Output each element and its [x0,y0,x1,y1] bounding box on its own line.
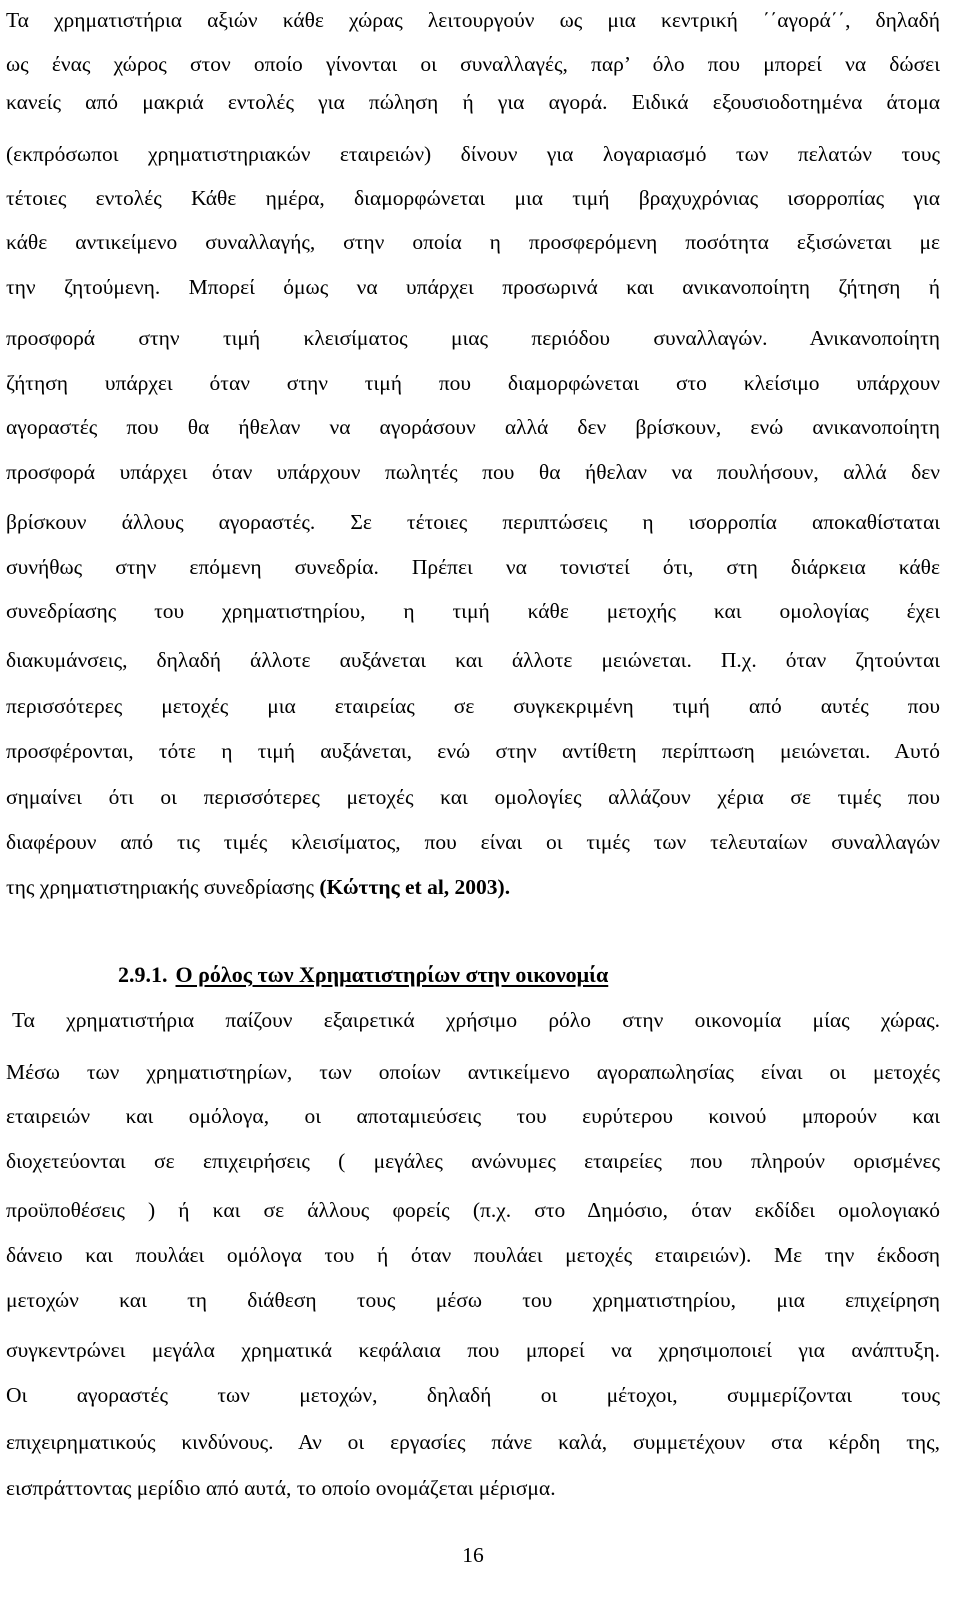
paragraph-line: Μέσω των χρηματιστηρίων, των οποίων αντικείμενο αγοραπωλησίας είναι οι μετοχές [6,1060,940,1084]
paragraph-line: αγοραστές που θα ήθελαν να αγοράσουν αλλά δεν βρίσκουν, ενώ ανικανοποίητη [6,415,940,439]
paragraph-line: (εκπρόσωποι χρηματιστηριακών εταιρειών) δίνουν για λογαριασμό των πελατών τους [6,142,940,166]
paragraph-line: σημαίνει ότι οι περισσότερες μετοχές και ομολογίες αλλάζουν χέρια σε τιμές που [6,785,940,809]
paragraph-line: Τα χρηματιστήρια παίζουν εξαιρετικά χρήσιμο ρόλο στην οικονομία μίας χώρας. [12,1008,940,1032]
paragraph-line: συνήθως στην επόμενη συνεδρία. Πρέπει να τονιστεί ότι, στη διάρκεια κάθε [6,555,940,579]
paragraph-line: κανείς από μακριά εντολές για πώληση ή για αγορά. Ειδικά εξουσιοδοτημένα άτομα [6,90,940,114]
paragraph-line: συνεδρίασης του χρηματιστηρίου, η τιμή κάθε μετοχής και ομολογίας έχει [6,599,940,623]
paragraph-line: Τα χρηματιστήρια αξιών κάθε χώρας λειτουργούν ως μια κεντρική ΄΄αγορά΄΄, δηλαδή [6,8,940,32]
section-title: Ο ρόλος των Χρηματιστηρίων στην οικονομία [175,962,609,987]
section-number: 2.9.1. [118,962,168,987]
paragraph-line: συγκεντρώνει μεγάλα χρηματικά κεφάλαια που μπορεί να χρησιμοποιεί για ανάπτυξη. [6,1338,940,1362]
paragraph-line: ζήτηση υπάρχει όταν στην τιμή που διαμορφώνεται στο κλείσιμο υπάρχουν [6,371,940,395]
paragraph-line: διακυμάνσεις, δηλαδή άλλοτε αυξάνεται και άλλοτε μειώνεται. Π.χ. όταν ζητούνται [6,648,940,672]
paragraph-line: βρίσκουν άλλους αγοραστές. Σε τέτοιες περιπτώσεις η ισορροπία αποκαθίσταται [6,510,940,534]
paragraph-line: επιχειρηματικούς κινδύνους. Αν οι εργασίες πάνε καλά, συμμετέχουν στα κέρδη της, [6,1430,940,1454]
paragraph-line: εταιρειών και ομόλογα, οι αποταμιεύσεις του ευρύτερου κοινού μπορούν και [6,1104,940,1128]
paragraph-line: περισσότερες μετοχές μια εταιρείας σε συγκεκριμένη τιμή από αυτές που [6,694,940,718]
paragraph-line: κάθε αντικείμενο συναλλαγής, στην οποία η προσφερόμενη ποσότητα εξισώνεται με [6,230,940,254]
paragraph-line: προσφέρονται, τότε η τιμή αυξάνεται, ενώ στην αντίθετη περίπτωση μειώνεται. Αυτό [6,739,940,763]
paragraph-line: διαφέρουν από τις τιμές κλεισίματος, που είναι οι τιμές των τελευταίων συναλλαγών [6,830,940,854]
paragraph-line: διοχετεύονται σε επιχειρήσεις ( μεγάλες ανώνυμες εταιρείες που πληρούν ορισμένες [6,1149,940,1173]
paragraph-line: προσφορά στην τιμή κλεισίματος μιας περιόδου συναλλαγών. Ανικανοποίητη [6,326,940,350]
paragraph-line: τέτοιες εντολές Κάθε ημέρα, διαμορφώνεται μια τιμή βραχυχρόνιας ισορροπίας για [6,186,940,210]
paragraph-line [6,873,940,901]
document-page [6,0,940,1603]
paragraph-line: προϋποθέσεις ) ή και σε άλλους φορείς (π.χ. στο Δημόσιο, όταν εκδίδει ομολογιακό [6,1198,940,1222]
paragraph-line: μετοχών και τη διάθεση τους μέσω του χρηματιστηρίου, μια επιχείρηση [6,1288,940,1312]
paragraph-line: προσφορά υπάρχει όταν υπάρχουν πωλητές που θα ήθελαν να πουλήσουν, αλλά δεν [6,460,940,484]
paragraph-line: εισπράττοντας μερίδιο από αυτά, το οποίο ονομάζεται μέρισμα. [6,1476,556,1500]
page-number: 16 [462,1543,484,1567]
paragraph-last-text: της χρηματιστηριακής συνεδρίασης [6,875,320,899]
citation: (Κώττης et al, 2003). [319,875,511,899]
paragraph-line: την ζητούμενη. Μπορεί όμως να υπάρχει προσωρινά και ανικανοποίητη ζήτηση ή [6,275,940,299]
section-heading [118,961,608,989]
paragraph-line: ως ένας χώρος στον οποίο γίνονται οι συναλλαγές, παρ’ όλο που μπορεί να δώσει [6,52,940,76]
paragraph-line: δάνειο και πουλάει ομόλογα του ή όταν πουλάει μετοχές εταιρειών). Με την έκδοση [6,1243,940,1267]
paragraph-line: Οι αγοραστές των μετοχών, δηλαδή οι μέτοχοι, συμμερίζονται τους [6,1383,940,1407]
